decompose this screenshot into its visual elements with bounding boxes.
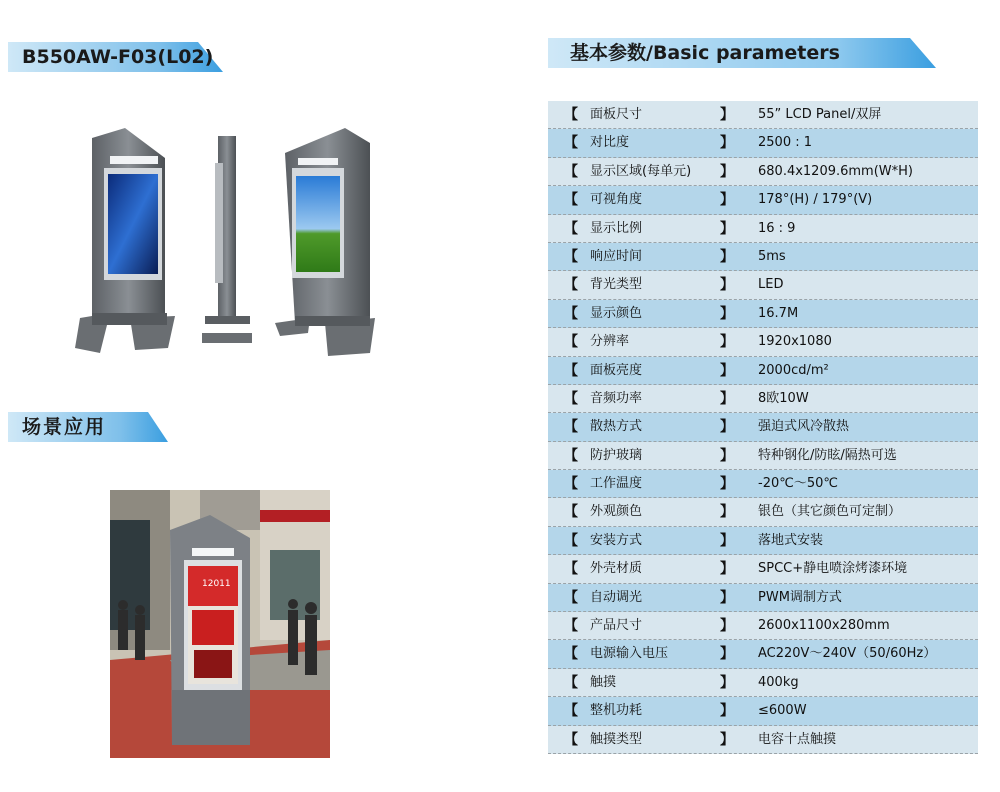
bracket-left: 【 [564,447,578,464]
params-heading-text: 基本参数/Basic parameters [570,42,840,64]
param-row [548,186,978,214]
param-value: SPCC+静电喷涂烤漆环境 [758,561,908,577]
bracket-left: 【 [564,618,578,635]
product-image [70,118,400,368]
param-label: 产品尺寸 [590,618,643,634]
bracket-left: 【 [564,504,578,521]
param-value: 8欧10W [758,390,809,406]
bracket-left: 【 [564,135,578,152]
param-value: 400kg [758,674,799,690]
param-value: 银色（其它颜色可定制） [758,504,902,520]
param-row [548,442,978,470]
param-value: 55” LCD Panel/双屏 [758,107,882,122]
bracket-left: 【 [564,532,578,549]
param-label: 安装方式 [590,532,643,548]
param-row [548,271,978,299]
param-label: 面板尺寸 [590,107,643,122]
param-label: 显示比例 [590,220,643,236]
bracket-left: 【 [564,107,578,123]
bracket-right: 】 [720,703,734,720]
bracket-right: 】 [720,532,734,549]
param-label: 工作温度 [590,476,643,492]
model-heading [8,42,223,72]
param-label: 对比度 [590,135,630,151]
param-label: 自动调光 [590,589,643,605]
bracket-right: 】 [720,362,734,379]
param-row [548,385,978,413]
param-value: 2600x1100x280mm [758,618,890,634]
param-row [548,697,978,725]
param-row [548,357,978,385]
bracket-right: 】 [720,305,734,322]
param-row [548,527,978,555]
bracket-left: 【 [564,305,578,322]
kiosk-side [202,136,252,343]
param-row [548,413,978,441]
bracket-right: 】 [720,390,734,407]
model-code: B550AW-F03(L02) [22,46,214,68]
bracket-right: 】 [720,277,734,294]
param-row [548,243,978,271]
bracket-right: 】 [720,646,734,663]
param-label: 面板亮度 [590,362,643,378]
param-value: 2500 : 1 [758,135,812,151]
param-label: 整机功耗 [590,703,643,719]
bracket-left: 【 [564,390,578,407]
param-label: 背光类型 [590,277,643,293]
scene-heading-text: 场景应用 [22,416,107,438]
param-label: 分辨率 [590,334,630,350]
bracket-left: 【 [564,561,578,578]
param-label: 散热方式 [590,419,643,435]
param-row [548,158,978,186]
bracket-right: 】 [720,447,734,464]
kiosk-angle [275,128,375,356]
param-value: 强迫式风冷散热 [758,419,850,435]
param-row [548,101,978,129]
bracket-left: 【 [564,646,578,663]
param-label: 防护玻璃 [590,447,643,463]
parameters-table [548,101,978,754]
param-value: AC220V～240V（50/60Hz） [758,646,937,662]
param-value: 2000cd/m² [758,362,829,378]
bracket-left: 【 [564,589,578,606]
param-value: LED [758,277,784,293]
param-label: 外观颜色 [590,504,643,520]
param-row [548,300,978,328]
bracket-left: 【 [564,362,578,379]
param-label: 外壳材质 [590,561,643,577]
kiosk-front [75,128,175,353]
bracket-left: 【 [564,703,578,720]
param-value: 680.4x1209.6mm(W*H) [758,163,913,179]
param-row [548,584,978,612]
bracket-right: 】 [720,618,734,635]
param-value: 16 : 9 [758,220,796,236]
bracket-right: 】 [720,476,734,493]
scene-poster-text: 12011 [202,579,231,589]
param-row [548,640,978,668]
params-heading [548,38,936,68]
bracket-right: 】 [720,589,734,606]
param-value: 16.7M [758,305,799,321]
bracket-right: 】 [720,731,734,748]
param-label: 显示区域(每单元) [590,163,692,179]
param-value: 178°(H) / 179°(V) [758,192,873,208]
param-label: 音频功率 [590,390,643,406]
param-label: 电源输入电压 [590,646,669,662]
param-row [548,555,978,583]
bracket-left: 【 [564,248,578,265]
bracket-right: 】 [720,135,734,152]
param-row [548,726,978,754]
param-label: 可视角度 [590,192,643,208]
bracket-right: 】 [720,504,734,521]
param-label: 显示颜色 [590,305,643,321]
bracket-right: 】 [720,107,734,123]
bracket-left: 【 [564,674,578,691]
bracket-left: 【 [564,419,578,436]
scene-heading [8,412,168,442]
param-value: 电容十点触摸 [758,731,837,747]
param-row [548,129,978,157]
bracket-right: 】 [720,674,734,691]
param-value: 特种钢化/防眩/隔热可选 [758,447,897,463]
bracket-left: 【 [564,192,578,209]
bracket-left: 【 [564,476,578,493]
param-label: 触摸 [590,674,617,690]
param-row [548,328,978,356]
param-value: -20℃～50℃ [758,476,838,492]
param-row [548,498,978,526]
param-row [548,669,978,697]
param-row [548,612,978,640]
param-value: 5ms [758,248,786,264]
param-value: 1920x1080 [758,334,832,350]
param-row [548,215,978,243]
param-value: PWM调制方式 [758,589,842,605]
bracket-right: 】 [720,192,734,209]
param-value: 落地式安装 [758,532,824,548]
bracket-left: 【 [564,220,578,237]
param-label: 响应时间 [590,248,643,264]
bracket-left: 【 [564,731,578,748]
bracket-left: 【 [564,277,578,294]
bracket-right: 】 [720,419,734,436]
bracket-left: 【 [564,334,578,351]
param-value: ≤600W [758,703,807,719]
param-row [548,470,978,498]
bracket-left: 【 [564,163,578,180]
bracket-right: 】 [720,220,734,237]
scene-photo [110,490,330,758]
bracket-right: 】 [720,248,734,265]
param-label: 触摸类型 [590,731,643,747]
bracket-right: 】 [720,334,734,351]
bracket-right: 】 [720,163,734,180]
bracket-right: 】 [720,561,734,578]
